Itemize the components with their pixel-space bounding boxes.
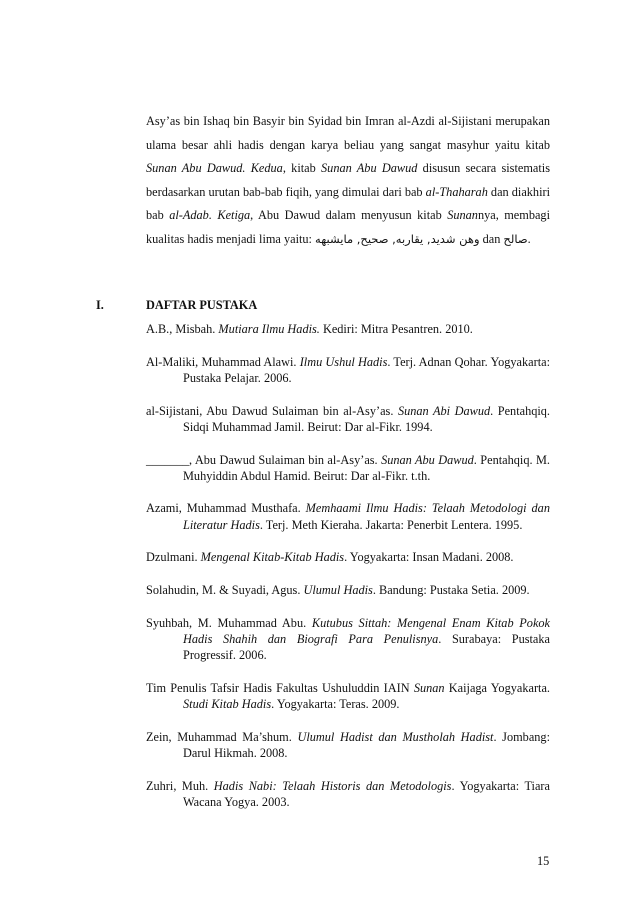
para-text-2: , kitab	[282, 161, 322, 176]
arabic-terms: وهن شديد, يقاربه, صحيح, مايشبهه	[315, 231, 480, 246]
ref-author: Tim Penulis Tafsir Hadis Fakultas Ushuluddin IAIN	[146, 680, 414, 695]
para-text-3: disusun secara sistematis berdasarkan urutan bab-bab fiqih, yang dimulai dari bab	[146, 161, 550, 199]
ref-author: al-Sijistani, Abu Dawud Sulaiman bin al-Asy’as.	[146, 403, 398, 418]
reference-entry	[146, 680, 550, 712]
para-italic-2: Sunan Abu Dawud	[321, 161, 418, 176]
reference-entry	[146, 354, 550, 386]
ref-title: Sunan Abu Dawud	[381, 452, 474, 467]
arabic-term-shalih: صالح	[503, 231, 528, 246]
ref-title: Sunan	[413, 680, 445, 695]
reference-list	[146, 321, 550, 827]
body-paragraph	[146, 110, 550, 252]
para-text-4: dan diakhiri bab	[146, 184, 551, 223]
section-title: DAFTAR PUSTAKA	[146, 298, 258, 312]
ref-author: Al-Maliki, Muhammad Alawi.	[146, 354, 300, 369]
para-text-1: Asy’as bin Ishaq bin Basyir bin Syidad bin Imran al-Azdi al-Sijistani merupakan ulama besar ahli hadis dengan karya beliau yang sangat masyhur yaitu kitab	[146, 114, 550, 152]
ref-publication: . Terj. Meth Kieraha. Jakarta: Penerbit Lentera. 1995.	[259, 517, 523, 532]
reference-entry	[146, 549, 550, 565]
para-text-6: nya, membagi kualitas hadis menjadi lima yaitu:	[146, 208, 550, 246]
ref-publication: . Yogyakarta: Tiara Wacana Yogya. 2003.	[183, 778, 550, 809]
ref-publication: . Bandung: Pustaka Setia. 2009.	[372, 583, 530, 598]
ref-publication: . Surabaya: Pustaka Progressif. 2006.	[183, 631, 550, 663]
ref-title-2: Studi Kitab Hadis	[183, 697, 272, 712]
reference-entry	[146, 778, 550, 810]
reference-entry	[146, 403, 550, 435]
ref-author: Zuhri, Muh.	[146, 778, 214, 793]
section-number: I.	[96, 298, 104, 312]
ref-author: Zein, Muhammad Ma’shum.	[146, 729, 298, 744]
reference-entry	[146, 615, 550, 664]
para-italic-4: al-Adab. Ketiga	[169, 208, 251, 223]
ref-publication-2: . Yogyakarta: Teras. 2009.	[271, 697, 400, 712]
ref-publication: . Jombang: Darul Hikmah. 2008.	[183, 729, 550, 760]
ref-title: Mengenal Kitab-Kitab Hadis	[200, 550, 345, 565]
ref-title: Ilmu Ushul Hadis	[299, 354, 388, 369]
ref-title: Ulumul Hadis	[303, 583, 373, 598]
ref-author: Syuhbah, M. Muhammad Abu.	[146, 615, 312, 630]
para-italic-3: al-Thaharah	[425, 184, 488, 199]
page-number: 15	[537, 854, 550, 868]
ref-author: _______, Abu Dawud Sulaiman bin al-Asy’as.	[146, 452, 382, 467]
ref-author: A.B., Misbah.	[146, 322, 219, 336]
ref-publication: Kediri: Mitra Pesantren. 2010.	[319, 322, 473, 336]
reference-entry	[146, 452, 550, 484]
ref-title: Kutubus Sittah: Mengenal Enam Kitab Pokok Hadis Shahih dan Biografi Para Penulisnya	[183, 615, 551, 646]
ref-author: Solahudin, M. & Suyadi, Agus.	[146, 583, 304, 598]
ref-title: Hadis Nabi: Telaah Historis dan Metodologis	[213, 778, 452, 793]
para-text-5: , Abu Dawud dalam menyusun kitab	[250, 208, 448, 223]
ref-publication: Kaijaga Yogyakarta.	[444, 680, 550, 695]
para-text-7: dan	[479, 231, 504, 246]
ref-title: Memhaami Ilmu Hadis: Telaah Metodologi dan Literatur Hadis	[183, 501, 550, 532]
ref-author: Azami, Muhammad Musthafa.	[146, 501, 306, 516]
ref-title: Mutiara Ilmu Hadis.	[218, 322, 320, 336]
reference-entry	[146, 729, 550, 761]
ref-title: Ulumul Hadist dan Mustholah Hadist	[297, 729, 494, 744]
ref-publication: . Pentahqiq. M. Muhyiddin Abdul Hamid. Beirut: Dar al-Fikr. t.th.	[183, 452, 550, 483]
para-italic-5: Sunan	[447, 208, 478, 223]
reference-entry	[146, 500, 550, 532]
ref-publication: . Yogyakarta: Insan Madani. 2008.	[344, 550, 514, 565]
ref-author: Dzulmani.	[146, 550, 201, 565]
ref-title: Sunan Abi Dawud	[397, 403, 491, 418]
ref-publication: . Terj. Adnan Qohar. Yogyakarta: Pustaka Pelajar. 2006.	[183, 354, 551, 385]
para-text-8: .	[527, 231, 531, 246]
ref-publication: . Pentahqiq. Sidqi Muhammad Jamil. Beirut: Dar al-Fikr. 1994.	[183, 403, 551, 434]
reference-entry	[146, 321, 550, 337]
reference-entry	[146, 582, 550, 598]
para-italic-1: Sunan Abu Dawud. Kedua	[146, 161, 283, 176]
section-heading	[96, 298, 257, 313]
